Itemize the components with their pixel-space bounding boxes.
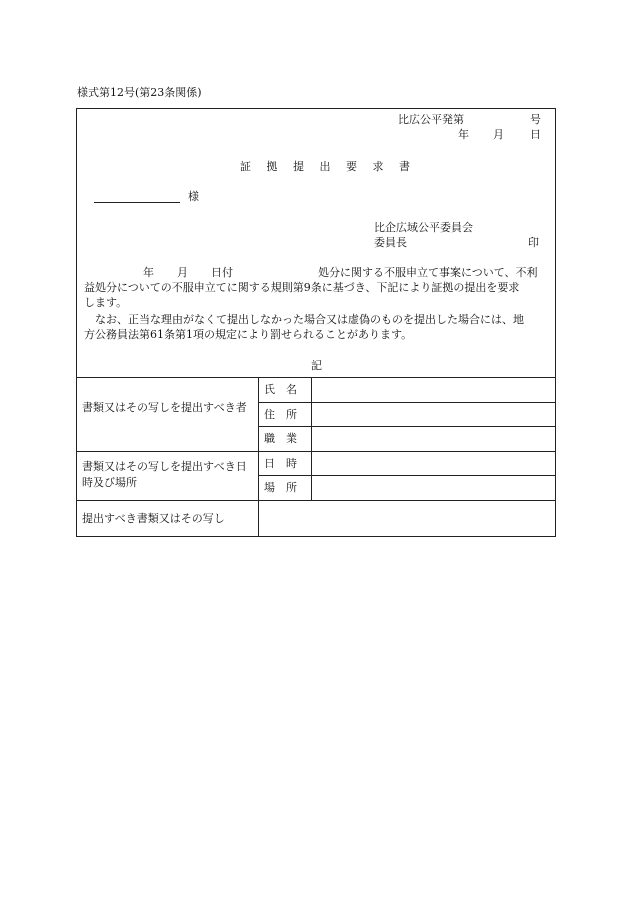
doc-number-suffix: 号 [530,113,541,126]
body-date-day: 日付 [211,266,233,279]
addressee-line [94,202,180,203]
note-heading: 記 [311,359,322,372]
section-divider [76,451,556,452]
body-date-month: 月 [177,266,188,279]
section-divider [76,500,556,501]
section1-label: 書類又はその写しを提出すべき者 [82,401,247,414]
row-divider [258,402,556,403]
row-divider [258,475,556,476]
sender-position: 委員長 [374,236,407,249]
section3-label: 提出すべき書類又はその写し [82,512,225,525]
section2-label: 書類又はその写しを提出すべき日時及び場所 [82,460,247,489]
field-address-label: 住 所 [264,408,297,421]
date-day-label: 日 [530,128,541,141]
field-occupation-label: 職 業 [264,432,297,445]
date-month-label: 月 [493,128,504,141]
table-top-border [76,377,556,378]
body-date-year: 年 [143,266,154,279]
table-label-divider [258,377,259,537]
table-field-divider [311,377,312,500]
field-place-label: 場 所 [264,481,297,494]
para2-line1: なお、正当な理由がなくて提出しなかった場合又は虚偽のものを提出した場合には、地 [95,313,524,326]
row-divider [258,426,556,427]
page-title: 証 拠 提 出 要 求 書 [240,160,416,173]
doc-number-prefix: 比広公平発第 [398,113,464,126]
form-number: 様式第12号(第23条関係) [77,86,202,99]
field-name-label: 氏 名 [264,383,297,396]
date-year-label: 年 [458,128,469,141]
para1-line1: 処分に関する不服申立て事案について、不利 [318,266,538,279]
field-datetime-label: 日 時 [264,457,297,470]
para2-line2: 方公務員法第61条第1項の規定により罰せられることがあります。 [84,328,413,341]
addressee-suffix: 様 [188,190,199,203]
para1-line3: します。 [84,296,128,309]
seal-mark: 印 [528,236,539,249]
para1-line2: 益処分についての不服申立てに関する規則第9条に基づき、下記により証拠の提出を要求 [84,281,520,294]
sender-org: 比企広域公平委員会 [374,221,473,234]
